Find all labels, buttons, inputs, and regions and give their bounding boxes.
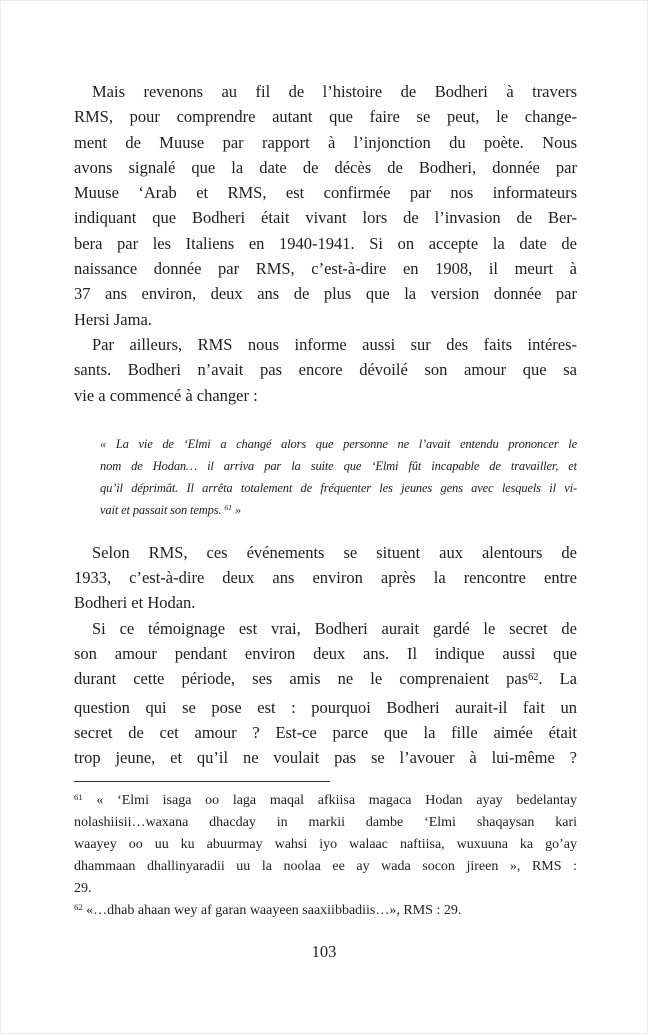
text-segment: » (231, 502, 241, 517)
text-segment: qu’il déprimât. Il arrêta totalement de fréquenter les jeunes gens avec lesquels il vi- (100, 480, 577, 495)
text-line (74, 155, 577, 180)
text-segment: nom de Hodan… il arriva par la suite que ‘Elmi fût incapable de travailler, et (100, 458, 577, 473)
text-segment: trop jeune, et qu’il ne voulait pas se l’avouer à lui-même ? (74, 748, 577, 768)
text-segment: Selon RMS, ces événements se situent aux alentours de (92, 542, 577, 562)
text-line (74, 130, 577, 155)
text-line (74, 834, 577, 856)
text-line (100, 499, 577, 523)
footnote-area (74, 771, 577, 922)
page-number: 103 (311, 942, 337, 961)
text-line (74, 856, 577, 878)
text-line (74, 565, 577, 590)
body-text (74, 79, 577, 771)
footnote-marker: 61 (74, 792, 83, 803)
text-line (74, 666, 577, 694)
text-line (74, 281, 577, 306)
text-segment: « La vie de ‘Elmi a changé alors que personne ne l’avait entendu prononcer le (100, 436, 577, 451)
paragraph (74, 332, 577, 408)
text-segment: durant cette période, ses amis ne le comprenaient pas (74, 669, 529, 689)
text-line (74, 695, 577, 720)
text-line (100, 455, 577, 477)
text-line (74, 256, 577, 281)
text-line (74, 383, 577, 408)
text-line (100, 433, 577, 455)
text-segment: vie a commencé à changer : (74, 385, 258, 405)
text-segment: . La (538, 669, 577, 689)
text-segment: Mais revenons au fil de l’histoire de Bodheri à travers (92, 82, 577, 101)
text-segment: «…dhab ahaan wey af garan waayeen saaxiibbadiis…», RMS : 29. (82, 903, 462, 918)
text-segment: RMS, pour comprendre autant que faire se peut, le change- (74, 107, 577, 127)
footnote-marker: 62 (74, 902, 83, 913)
footnote-marker: 61 (224, 503, 232, 513)
footnotes (74, 790, 577, 922)
text-segment: son amour pendant environ deux ans. Il indique aussi que (74, 644, 577, 664)
text-segment: avons signalé que la date de décès de Bodheri, donnée par (74, 157, 577, 177)
text-segment: dhammaan dhallinyaradii uu la noolaa ee ay wada socon jireen », RMS : (74, 859, 577, 874)
footnote (74, 790, 577, 900)
paragraph (74, 616, 577, 771)
footnote-marker: 62 (528, 671, 539, 683)
text-line (74, 104, 577, 129)
text-segment: Muuse ‘Arab et RMS, est confirmée par nos informateurs (74, 183, 577, 203)
text-segment: Bodheri et Hodan. (74, 593, 196, 613)
text-line (74, 231, 577, 256)
text-segment: indiquant que Bodheri était vivant lors de l’invasion de Ber- (74, 208, 577, 228)
text-line (74, 878, 577, 900)
text-line (74, 205, 577, 230)
text-segment: Hersi Jama. (74, 309, 152, 329)
text-segment: 1933, c’est-à-dire deux ans environ après la rencontre entre (74, 568, 577, 588)
text-segment: 29. (74, 881, 92, 896)
text-line (74, 616, 577, 641)
text-line (74, 641, 577, 666)
text-line (74, 812, 577, 834)
text-line (74, 540, 577, 565)
text-segment: secret de cet amour ? Est-ce parce que la fille aimée était (74, 722, 577, 742)
text-segment: question qui se pose est : pourquoi Bodheri aurait-il fait un (74, 697, 577, 717)
text-line (74, 307, 577, 332)
paragraph (74, 540, 577, 616)
text-segment: ment de Muuse par rapport à l’injonction du poète. Nous (74, 132, 577, 152)
text-line (74, 590, 577, 615)
text-segment: bera par les Italiens en 1940-1941. Si on accepte la date de (74, 233, 577, 253)
paragraph (74, 79, 577, 332)
text-segment: Par ailleurs, RMS nous informe aussi sur des faits intéres- (92, 334, 577, 354)
text-segment: « ‘Elmi isaga oo laga maqal afkiisa magaca Hodan ayay bedelantay (82, 793, 577, 808)
text-line (74, 332, 577, 357)
footnote-separator (74, 781, 330, 782)
text-line (74, 180, 577, 205)
text-line (74, 720, 577, 745)
text-line (74, 790, 577, 812)
text-segment: naissance donnée par RMS, c’est-à-dire en 1908, il meurt à (74, 259, 577, 279)
text-segment: sants. Bodheri n’avait pas encore dévoilé son amour que sa (74, 360, 577, 380)
text-segment: Si ce témoignage est vrai, Bodheri aurait gardé le secret de (92, 618, 577, 638)
text-segment: nolashiisii…waxana dhacday in markii dambe ‘Elmi shaqaysan kari (74, 815, 577, 830)
block-quote (100, 433, 577, 523)
text-segment: waayey oo uu ku abuurmay wahsi iyo walaac naftiisa, wuxuuna ka go’ay (74, 837, 577, 852)
text-line (74, 900, 577, 922)
text-line (74, 357, 577, 382)
text-segment: 37 ans environ, deux ans de plus que la version donnée par (74, 284, 577, 304)
text-line (100, 477, 577, 499)
text-segment: vait et passait son temps. (100, 502, 225, 517)
footnote (74, 900, 577, 922)
text-line (74, 79, 577, 104)
text-line (74, 745, 577, 770)
